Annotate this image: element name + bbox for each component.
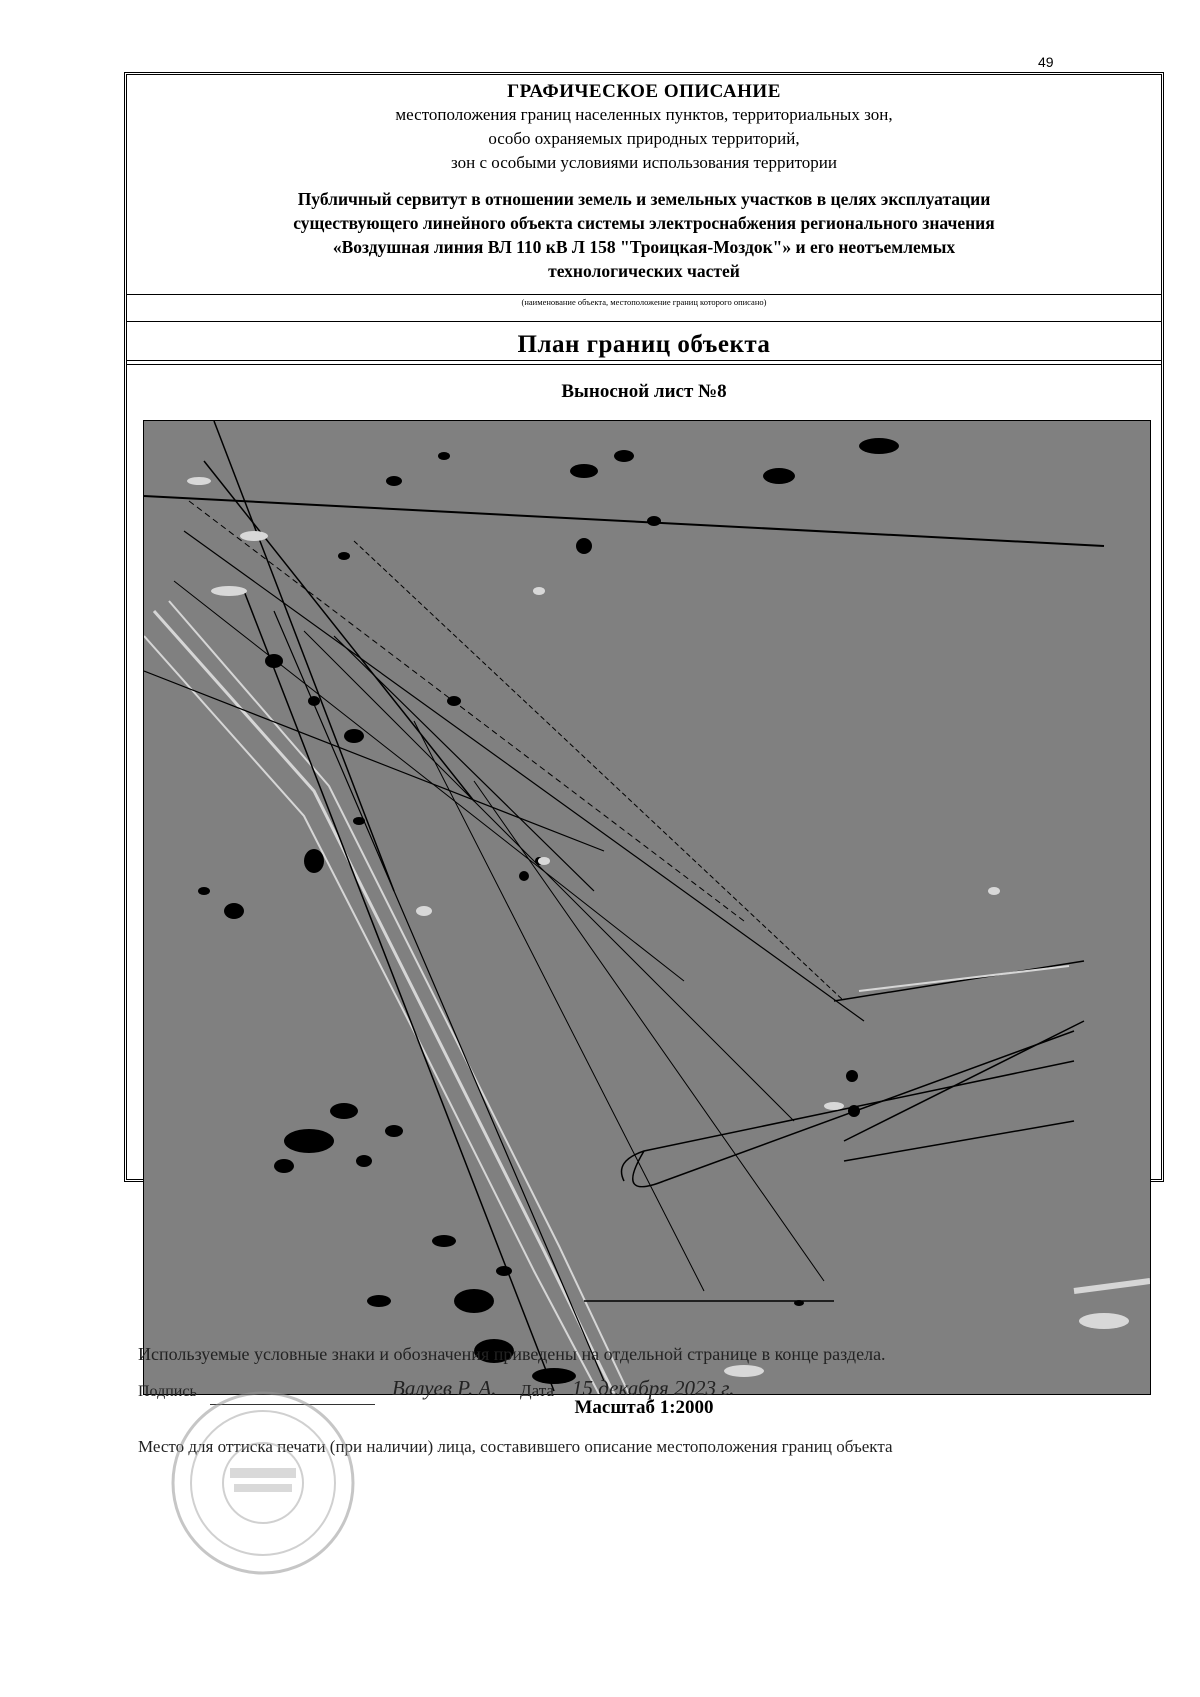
object-name-line-3: «Воздушная линия ВЛ 110 кВ Л 158 "Троицкая-Моздок"» и его неотъемлемых (332, 237, 956, 257)
object-name-line-4: технологических частей (548, 261, 740, 281)
document-title: ГРАФИЧЕСКОЕ ОПИСАНИЕ (507, 81, 781, 102)
page-number: 49 (1038, 54, 1054, 70)
sheet-title: Выносной лист №8 (561, 381, 727, 402)
subtitle-line-2: особо охраняемых природных территорий, (488, 129, 800, 148)
object-name-line-2: существующего линейного объекта системы электроснабжения регионального значения (293, 213, 995, 233)
signer-name: Валуев Р. А. (392, 1376, 497, 1400)
date-label: Дата (520, 1381, 554, 1400)
plan-title: План границ объекта (517, 331, 771, 358)
date-value: 15 декабря 2023 г. (572, 1376, 735, 1400)
map-scale: Масштаб 1:2000 (574, 1397, 714, 1418)
signature-label: Подпись (138, 1383, 197, 1400)
object-name-line-1: Публичный сервитут в отношении земель и земельных участков в целях эксплуатации (297, 189, 991, 209)
subtitle-line-1: местоположения границ населенных пунктов, территориальных зон, (395, 105, 893, 124)
subtitle-line-3: зон с особыми условиями использования территории (451, 153, 837, 172)
legend-note: Используемые условные знаки и обозначения приведены на отдельной странице в конце раздела. (138, 1344, 886, 1364)
object-caption: (наименование объекта, местоположение границ которого описано) (521, 297, 767, 307)
round-stamp-icon (168, 1388, 358, 1578)
stamp-place-note: Место для оттиска печати (при наличии) лица, составившего описание местоположения границ объекта (138, 1437, 893, 1456)
